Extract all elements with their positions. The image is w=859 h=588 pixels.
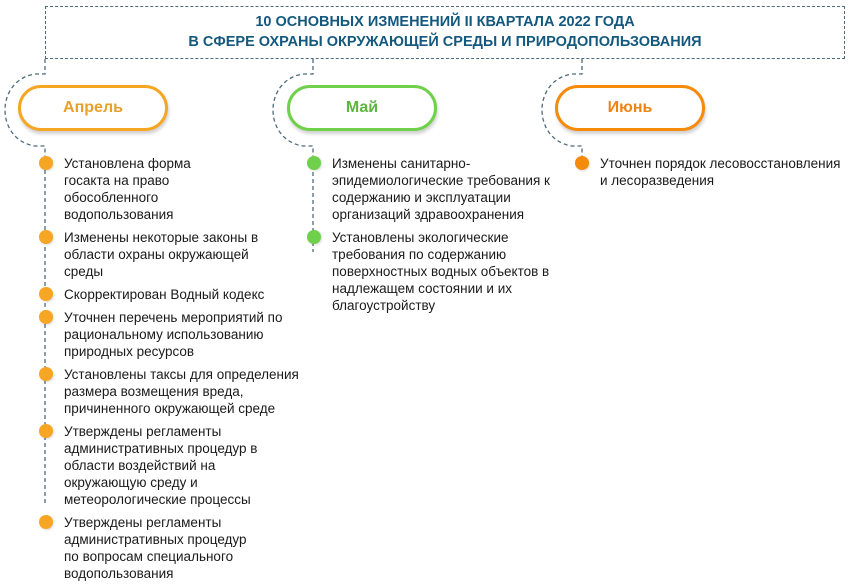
bullet-dot-icon — [39, 367, 53, 381]
item-text: Уточнен порядок лесовосстановления и лесоразведения — [600, 156, 841, 188]
bullet-dot-icon — [307, 230, 321, 244]
list-item — [44, 155, 239, 223]
item-text: Установлены таксы для определения размера возмещения вреда, причиненного окружающей среде — [64, 367, 299, 416]
april-list — [44, 155, 314, 588]
bullet-dot-icon — [307, 156, 321, 170]
bullet-dot-icon — [39, 310, 53, 324]
item-text: Изменены санитарно-эпидемиологические требования к содержанию и эксплуатации организаций здравоохранения — [332, 156, 550, 222]
title-line-2: В СФЕРЕ ОХРАНЫ ОКРУЖАЮЩЕЙ СРЕДЫ И ПРИРОДОПОЛЬЗОВАНИЯ — [188, 34, 702, 50]
item-text: Уточнен перечень мероприятий по рациональному использованию природных ресурсов — [64, 310, 283, 359]
list-item — [44, 229, 279, 280]
may-list — [312, 155, 552, 320]
list-item — [44, 309, 304, 360]
month-pill-june: Июнь — [555, 85, 705, 131]
month-pill-april: Апрель — [18, 85, 168, 131]
list-item — [44, 423, 284, 508]
list-item — [44, 366, 326, 417]
month-pill-may: Май — [287, 85, 437, 131]
bullet-dot-icon — [39, 424, 53, 438]
item-text: Изменены некоторые законы в области охраны окружающей среды — [64, 230, 259, 279]
item-text: Установлены экологические требования по содержанию поверхностных водных объектов в надлежащем состоянии и их благоустройству — [332, 230, 550, 313]
title-line-1: 10 ОСНОВНЫХ ИЗМЕНЕНИЙ II КВАРТАЛА 2022 ГОДА — [255, 14, 635, 30]
list-item — [312, 229, 567, 314]
bullet-dot-icon — [39, 287, 53, 301]
item-text: Утверждены регламенты административных процедур по вопросам специального водопользования — [64, 515, 247, 581]
june-list — [580, 155, 850, 195]
item-text: Скорректирован Водный кодекс — [64, 287, 265, 302]
bullet-dot-icon — [39, 515, 53, 529]
list-item — [312, 155, 557, 223]
page-title — [45, 12, 845, 52]
bullet-dot-icon — [39, 156, 53, 170]
item-text: Утверждены регламенты административных процедур в области воздействий на окружающую среду и метеорологические процессы — [64, 424, 258, 507]
bullet-dot-icon — [575, 156, 589, 170]
list-item — [44, 286, 314, 303]
list-item — [580, 155, 850, 189]
item-text: Установлена форма госакта на право обособленного водопользования — [64, 156, 191, 222]
bullet-dot-icon — [39, 230, 53, 244]
